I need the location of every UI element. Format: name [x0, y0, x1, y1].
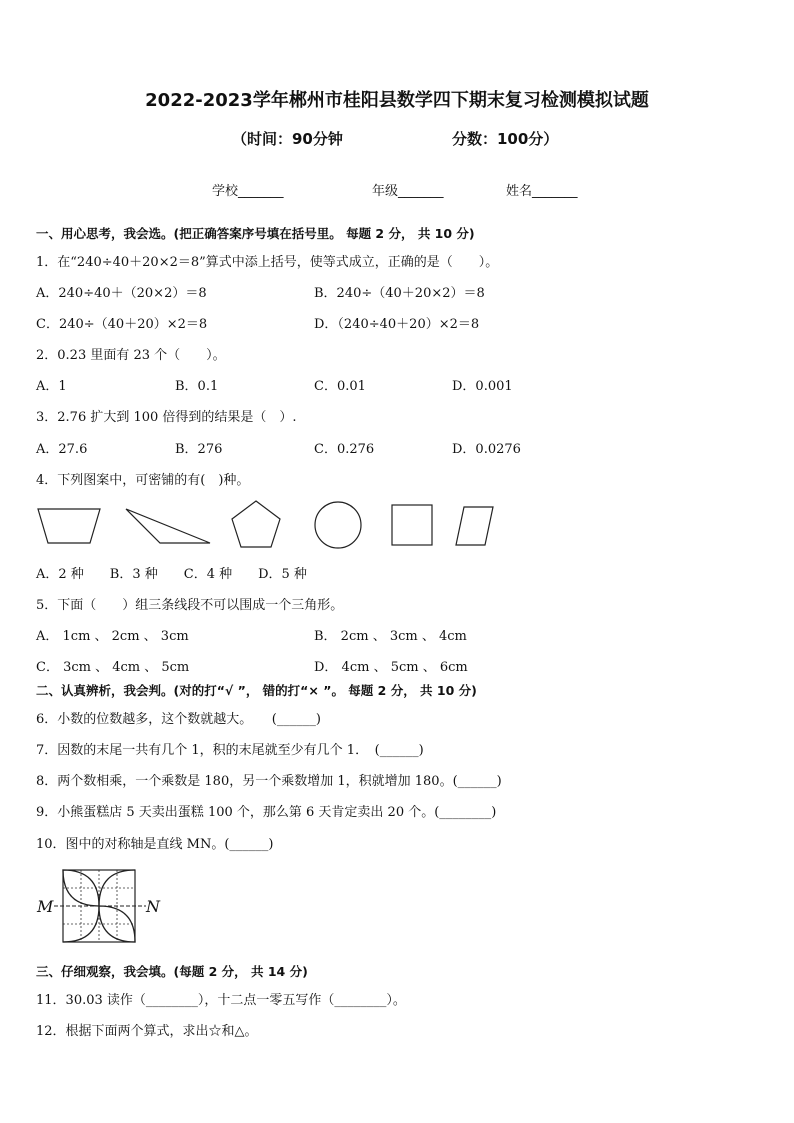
question-1-stem: 1．在“240÷40＋20×2＝8”算式中添上括号，使等式成立，正确的是（ ）。 — [36, 255, 499, 270]
exam-time: （时间：90分钟 — [232, 130, 343, 148]
parallelogram-shape — [456, 507, 493, 545]
q4-options: A．2 种 B．3 种 C．4 种 D．5 种 — [36, 567, 307, 582]
question-11: 11．30.03 读作（________），十二点一零五写作（________）。 — [36, 993, 406, 1008]
question-7: 7．因数的末尾一共有几个 1，积的末尾就至少有几个 1． (______) — [36, 743, 424, 758]
section1-heading: 一、用心思考，我会选。(把正确答案序号填在括号里。 每题 2 分， 共 10 分) — [36, 226, 475, 241]
symmetry-grid-figure — [34, 864, 164, 948]
q5-option-c: C． 3cm 、 4cm 、 5cm — [36, 660, 190, 675]
q2-option-b: B．0.1 — [175, 379, 219, 394]
question-3-stem: 3．2.76 扩大到 100 倍得到的结果是（ ）. — [36, 410, 297, 425]
q1-option-c: C．240÷（40＋20）×2＝8 — [36, 317, 208, 332]
section2-heading: 二、认真辨析，我会判。(对的打“√ ”， 错的打“× ”。 每题 2 分， 共 10 分) — [36, 683, 477, 698]
question-2-stem: 2．0.23 里面有 23 个（ ）。 — [36, 348, 226, 363]
exam-title: 2022-2023学年郴州市桂阳县数学四下期末复习检测模拟试题 — [145, 90, 649, 111]
question-12: 12．根据下面两个算式，求出☆和△。 — [36, 1024, 258, 1039]
q2-option-d: D．0.001 — [452, 379, 513, 394]
square-shape — [392, 505, 432, 545]
q5-option-d: D． 4cm 、 5cm 、 6cm — [314, 660, 468, 675]
tessellation-shapes-figure — [30, 495, 510, 557]
q2-option-a: A．1 — [36, 379, 67, 394]
q1-option-a: A．240÷40＋（20×2）＝8 — [36, 286, 207, 301]
question-10: 10．图中的对称轴是直线 MN。(______) — [36, 837, 274, 852]
question-4-stem: 4．下列图案中，可密铺的有( )种。 — [36, 473, 250, 488]
q5-option-a: A． 1cm 、 2cm 、 3cm — [36, 629, 189, 644]
question-9: 9．小熊蛋糕店 5 天卖出蛋糕 100 个，那么第 6 天肯定卖出 20 个。(________) — [36, 805, 497, 820]
triangle-shape — [126, 509, 210, 543]
label-n: N — [146, 897, 160, 916]
question-6: 6．小数的位数越多，这个数就越大。 (______) — [36, 712, 321, 727]
q3-option-c: C．0.276 — [314, 442, 375, 457]
grade-field: 年级_______ — [372, 184, 444, 199]
q3-option-d: D．0.0276 — [452, 442, 521, 457]
school-field: 学校_______ — [212, 184, 284, 199]
q3-option-a: A．27.6 — [36, 442, 88, 457]
q3-option-b: B．276 — [175, 442, 223, 457]
q5-option-b: B． 2cm 、 3cm 、 4cm — [314, 629, 467, 644]
q1-option-d: D．（240÷40＋20）×2＝8 — [314, 317, 480, 332]
question-5-stem: 5．下面（ ）组三条线段不可以围成一个三角形。 — [36, 598, 344, 613]
name-field: 姓名_______ — [506, 184, 578, 199]
q1-option-b: B．240÷（40＋20×2）＝8 — [314, 286, 485, 301]
question-8: 8．两个数相乘，一个乘数是 180，另一个乘数增加 1，积就增加 180。(______) — [36, 774, 502, 789]
q2-option-c: C．0.01 — [314, 379, 366, 394]
exam-score: 分数：100分） — [452, 130, 559, 148]
trapezoid-shape — [38, 509, 100, 543]
label-m: M — [37, 897, 54, 916]
section3-heading: 三、仔细观察，我会填。(每题 2 分， 共 14 分) — [36, 964, 308, 979]
pentagon-shape — [232, 501, 280, 547]
circle-shape — [315, 502, 361, 548]
